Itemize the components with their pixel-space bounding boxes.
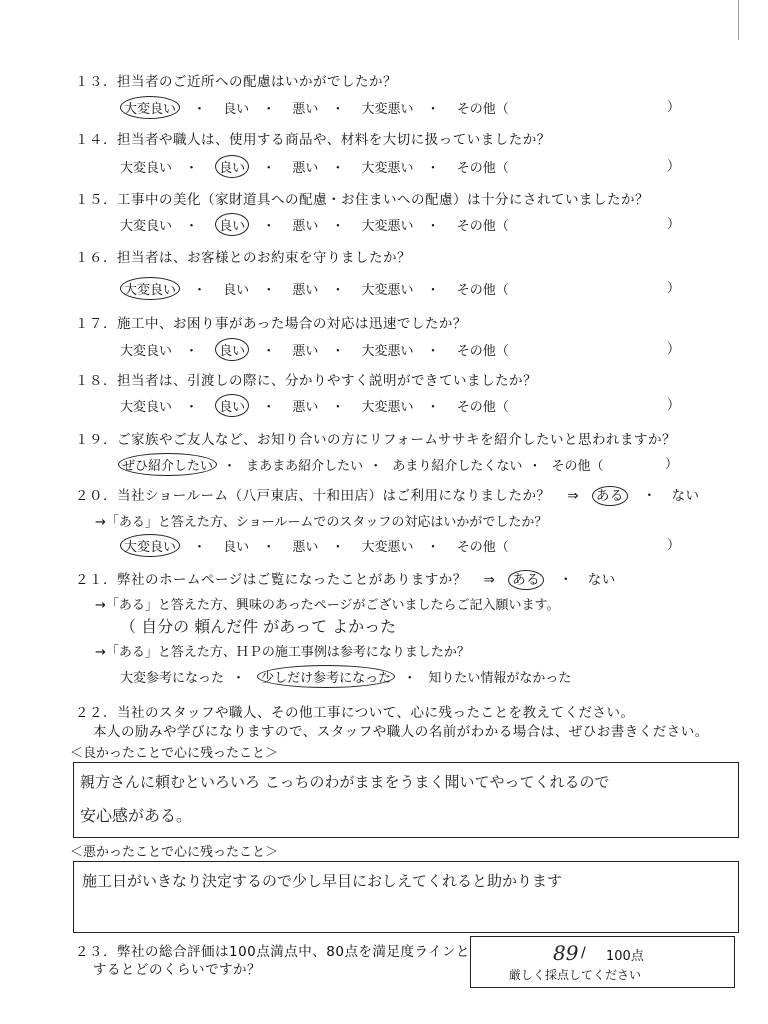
- q16-options: 大変良い ・ 良い ・ 悪い ・ 大変悪い ・ その他（ ）: [120, 277, 680, 300]
- q13-close: ）: [666, 100, 680, 115]
- q20-opt-3[interactable]: 悪い: [292, 540, 319, 555]
- q18-options: 大変良い ・ 良い ・ 悪い ・ 大変悪い ・ その他（ ）: [120, 394, 680, 417]
- q20-question: ２０．当社ショールーム（八戸東店、十和田店）はご利用になりましたか？ ⇒ ある ・ ない: [75, 488, 700, 504]
- q16-opt-2[interactable]: 良い: [223, 283, 250, 298]
- q15-opt-4[interactable]: 大変悪い: [361, 219, 414, 234]
- score-value: 89: [553, 941, 579, 965]
- q23-line1: ２３．弊社の総合評価は100点満点中、80点を満足度ラインと: [75, 944, 471, 960]
- q18-question: １８．担当者は、引渡しの際に、分かりやすく説明ができていましたか？: [75, 373, 537, 389]
- q22-line1: ２２．当社のスタッフや職人、その他工事について、心に残ったことを教えてください。: [75, 705, 635, 721]
- bad-label: ＜悪かったことで心に残ったこと＞: [70, 845, 279, 860]
- q21-opt-3[interactable]: 知りたい情報がなかった: [428, 671, 572, 686]
- page-edge-line: [738, 0, 739, 40]
- good-answer-line2: 安心感がある。: [80, 806, 193, 825]
- q21-sub1: →「ある」と答えた方、興味のあったページがございましたらご記入願います。: [95, 598, 560, 613]
- bad-answer: 施工日がいきなり決定するので少し早目におしえてくれると助かります: [82, 872, 563, 890]
- q21-opt-1[interactable]: 大変参考になった: [120, 671, 225, 686]
- q16-opt-5[interactable]: その他（: [456, 283, 509, 298]
- score-max: 100点: [606, 949, 644, 964]
- q18-opt-4[interactable]: 大変悪い: [361, 400, 414, 415]
- q19-opt-2[interactable]: まあまあ紹介したい: [246, 459, 364, 474]
- q20-opt-2[interactable]: 良い: [223, 540, 250, 555]
- q22-line2: 本人の励みや学びになりますので、スタッフや職人の名前がわかる場合は、ぜひお書きください。: [93, 724, 709, 740]
- q20-close: ）: [666, 538, 680, 553]
- q16-opt-3[interactable]: 悪い: [292, 283, 319, 298]
- q19-question: １９．ご家族やご友人など、お知り合いの方にリフォームササキを紹介したいと思われますか？: [75, 432, 677, 448]
- q13-opt-4[interactable]: 大変悪い: [361, 102, 414, 117]
- q17-opt-3[interactable]: 悪い: [292, 344, 319, 359]
- q16-question: １６．担当者は、お客様とのお約束を守りましたか？: [75, 250, 411, 266]
- q17-question: １７．施工中、お困り事があった場合の対応は迅速でしたか？: [75, 316, 467, 332]
- q15-close: ）: [666, 217, 680, 232]
- q19-close: ）: [664, 457, 678, 472]
- q13-opt-5[interactable]: その他（: [456, 102, 509, 117]
- q13-options: 大変良い ・ 良い ・ 悪い ・ 大変悪い ・ その他（ ）: [120, 96, 680, 119]
- q19-opt-1[interactable]: ぜひ紹介したい: [118, 453, 217, 476]
- q21-sub2: →「ある」と答えた方、ＨＰの施工事例は参考になりましたか？: [95, 645, 470, 660]
- q19-opt-3[interactable]: あまり紹介したくない: [392, 459, 523, 474]
- bad-answer-box[interactable]: [73, 861, 739, 933]
- q14-question: １４．担当者や職人は、使用する商品や、材料を大切に扱っていましたか？: [75, 132, 551, 148]
- q15-opt-3[interactable]: 悪い: [292, 219, 319, 234]
- score-slash: /: [581, 945, 586, 961]
- q13-opt-2[interactable]: 良い: [223, 102, 250, 117]
- q20-options: 大変良い ・ 良い ・ 悪い ・ 大変悪い ・ その他（ ）: [120, 534, 680, 557]
- q21-yes[interactable]: ある: [508, 570, 544, 590]
- q20-opt-5[interactable]: その他（: [456, 540, 509, 555]
- q17-options: 大変良い ・ 良い ・ 悪い ・ 大変悪い ・ その他（ ）: [120, 338, 680, 361]
- q14-opt-1[interactable]: 大変良い: [120, 161, 173, 176]
- q20-opt-1[interactable]: 大変良い: [120, 534, 180, 557]
- good-answer-line1: 親方さんに頼むといろいろ こっちのわがままをうまく聞いてやってくれるので: [80, 773, 610, 791]
- q21-arrow: ⇒: [483, 572, 496, 588]
- score-box[interactable]: [470, 936, 735, 988]
- score-note: 厳しく採点してください: [509, 968, 642, 982]
- q19-opt-4[interactable]: その他（: [551, 459, 604, 474]
- q17-opt-1[interactable]: 大変良い: [120, 344, 173, 359]
- q20-opt-4[interactable]: 大変悪い: [361, 540, 414, 555]
- q21-options: 大変参考になった ・ 少しだけ参考になった ・ 知りたい情報がなかった: [120, 665, 680, 688]
- q20-yes[interactable]: ある: [592, 486, 628, 506]
- q13-opt-3[interactable]: 悪い: [292, 102, 319, 117]
- q14-close: ）: [666, 159, 680, 174]
- q20-arrow: ⇒: [567, 488, 580, 504]
- q21-answer[interactable]: （ 自分の 頼んだ件 があって よかった: [120, 617, 397, 636]
- q15-options: 大変良い ・ 良い ・ 悪い ・ 大変悪い ・ その他（ ）: [120, 213, 680, 236]
- q15-opt-5[interactable]: その他（: [456, 219, 509, 234]
- q18-opt-2[interactable]: 良い: [215, 394, 249, 417]
- q17-opt-4[interactable]: 大変悪い: [361, 344, 414, 359]
- q16-opt-4[interactable]: 大変悪い: [361, 283, 414, 298]
- q15-opt-1[interactable]: 大変良い: [120, 219, 173, 234]
- q14-opt-3[interactable]: 悪い: [292, 161, 319, 176]
- q19-options: ぜひ紹介したい ・ まあまあ紹介したい ・ あまり紹介したくない ・ その他（ ）: [118, 453, 678, 476]
- q14-opt-5[interactable]: その他（: [456, 161, 509, 176]
- q17-opt-5[interactable]: その他（: [456, 344, 509, 359]
- q23-line2: するとどのくらいですか？: [93, 962, 261, 978]
- q14-opt-2[interactable]: 良い: [215, 155, 249, 178]
- q14-opt-4[interactable]: 大変悪い: [361, 161, 414, 176]
- q17-close: ）: [666, 342, 680, 357]
- q21-no[interactable]: ない: [587, 572, 616, 588]
- q13-question: １３．担当者のご近所への配慮はいかがでしたか？: [75, 74, 397, 90]
- q18-opt-1[interactable]: 大変良い: [120, 400, 173, 415]
- q18-opt-5[interactable]: その他（: [456, 400, 509, 415]
- q16-close: ）: [666, 281, 680, 296]
- q18-close: ）: [666, 398, 680, 413]
- q15-opt-2[interactable]: 良い: [215, 213, 249, 236]
- q14-options: 大変良い ・ 良い ・ 悪い ・ 大変悪い ・ その他（ ）: [120, 155, 680, 178]
- q21-question: ２１．弊社のホームページはご覧になったことがありますか？ ⇒ ある ・ ない: [75, 572, 616, 588]
- q13-opt-1[interactable]: 大変良い: [120, 96, 180, 119]
- q20-text: ２０．当社ショールーム（八戸東店、十和田店）はご利用になりましたか？: [75, 488, 551, 504]
- q20-no[interactable]: ない: [671, 488, 700, 504]
- q18-opt-3[interactable]: 悪い: [292, 400, 319, 415]
- q15-question: １５．工事中の美化（家財道具への配慮・お住まいへの配慮）は十分にされていましたか？: [75, 192, 649, 208]
- q21-opt-2[interactable]: 少しだけ参考になった: [257, 665, 395, 688]
- good-label: ＜良かったことで心に残ったこと＞: [70, 746, 279, 761]
- q16-opt-1[interactable]: 大変良い: [120, 277, 180, 300]
- q21-text: ２１．弊社のホームページはご覧になったことがありますか？: [75, 572, 467, 588]
- q17-opt-2[interactable]: 良い: [215, 338, 249, 361]
- q20-sub: →「ある」と答えた方、ショールームでのスタッフの対応はいかがでしたか？: [95, 515, 548, 530]
- good-answer-box[interactable]: [73, 762, 739, 838]
